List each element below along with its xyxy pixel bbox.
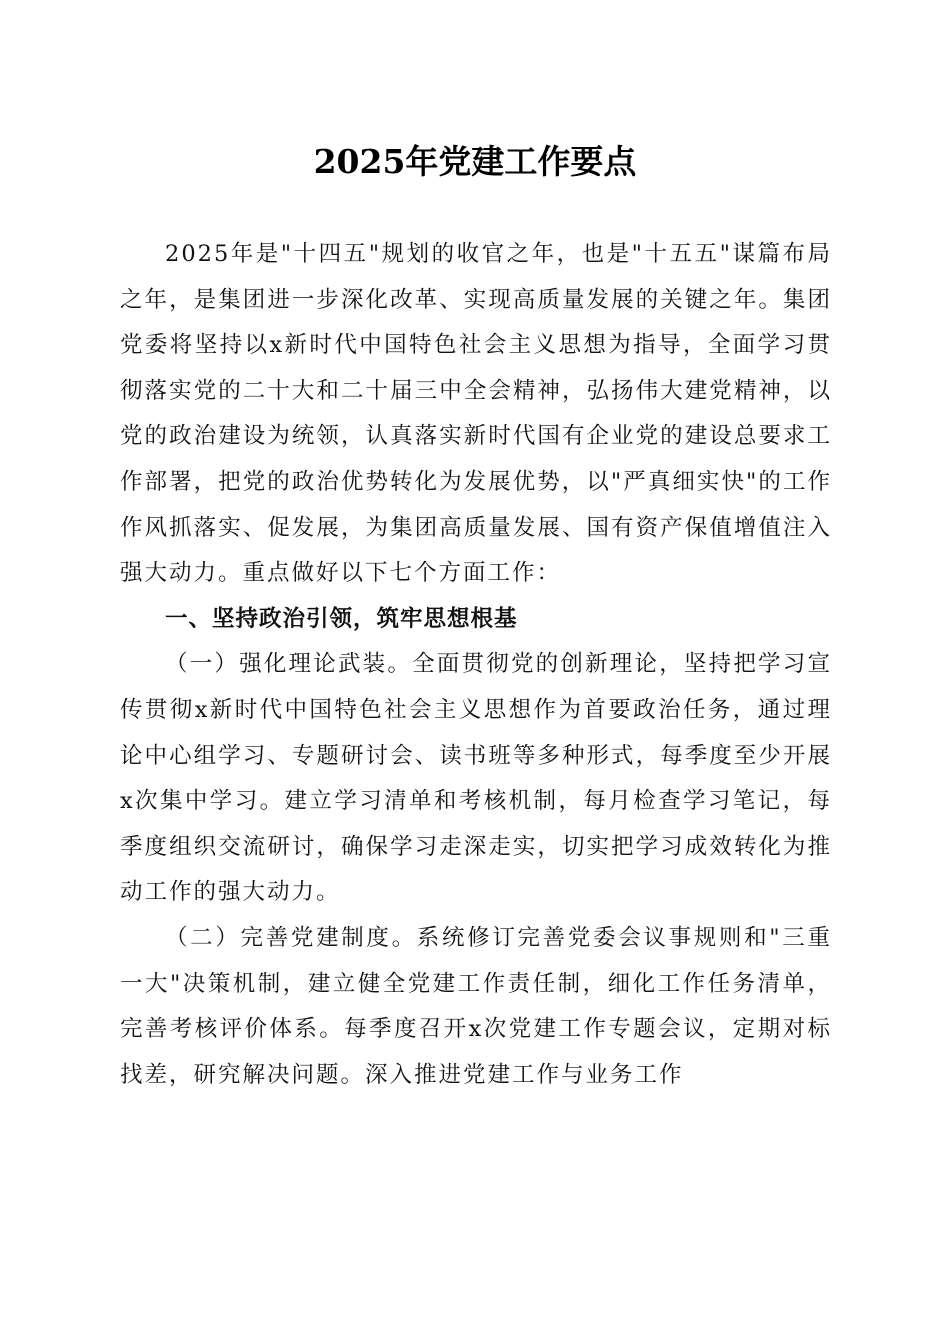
item-label: （一）强化理论武装。 [165, 651, 413, 678]
item-text: 系统修订完善党委会议事规则和"三重一大"决策机制，建立健全党建工作责任制，细化工作任务清单，完善考核评价体系。每季度召开x次党建工作专题会议，定期对标找差，研究解决问题。深入推进党建工作与业务工作 [120, 924, 832, 1088]
item-text: 全面贯彻党的创新理论，坚持把学习宣传贯彻x新时代中国特色社会主义思想作为首要政治任务，通过理论中心组学习、专题研讨会、读书班等多种形式，每季度至少开展x次集中学习。建立学习清单和考核机制，每月检查学习笔记，每季度组织交流研讨，确保学习走深走实，切实把学习成效转化为推动工作的强大动力。 [120, 651, 832, 906]
item-label: （二）完善党建制度。 [165, 924, 417, 951]
intro-paragraph: 2025年是"十四五"规划的收官之年，也是"十五五"谋篇布局之年，是集团进一步深化改革、实现高质量发展的关键之年。集团党委将坚持以x新时代中国特色社会主义思想为指导，全面学习贯彻落实党的二十大和二十届三中全会精神，弘扬伟大建党精神，以党的政治建设为统领，认真落实新时代国有企业党的建设总要求工作部署，把党的政治优势转化为发展优势，以"严真细实快"的工作作风抓落实、促发展，为集团高质量发展、国有资产保值增值注入强大动力。重点做好以下七个方面工作： [120, 241, 832, 587]
document-body [120, 232, 832, 1098]
item-paragraph [120, 916, 832, 1098]
document-title: 2025年党建工作要点 [313, 142, 637, 181]
item-paragraph [120, 642, 832, 916]
section-heading: 一、坚持政治引领，筑牢思想根基 [165, 605, 518, 632]
